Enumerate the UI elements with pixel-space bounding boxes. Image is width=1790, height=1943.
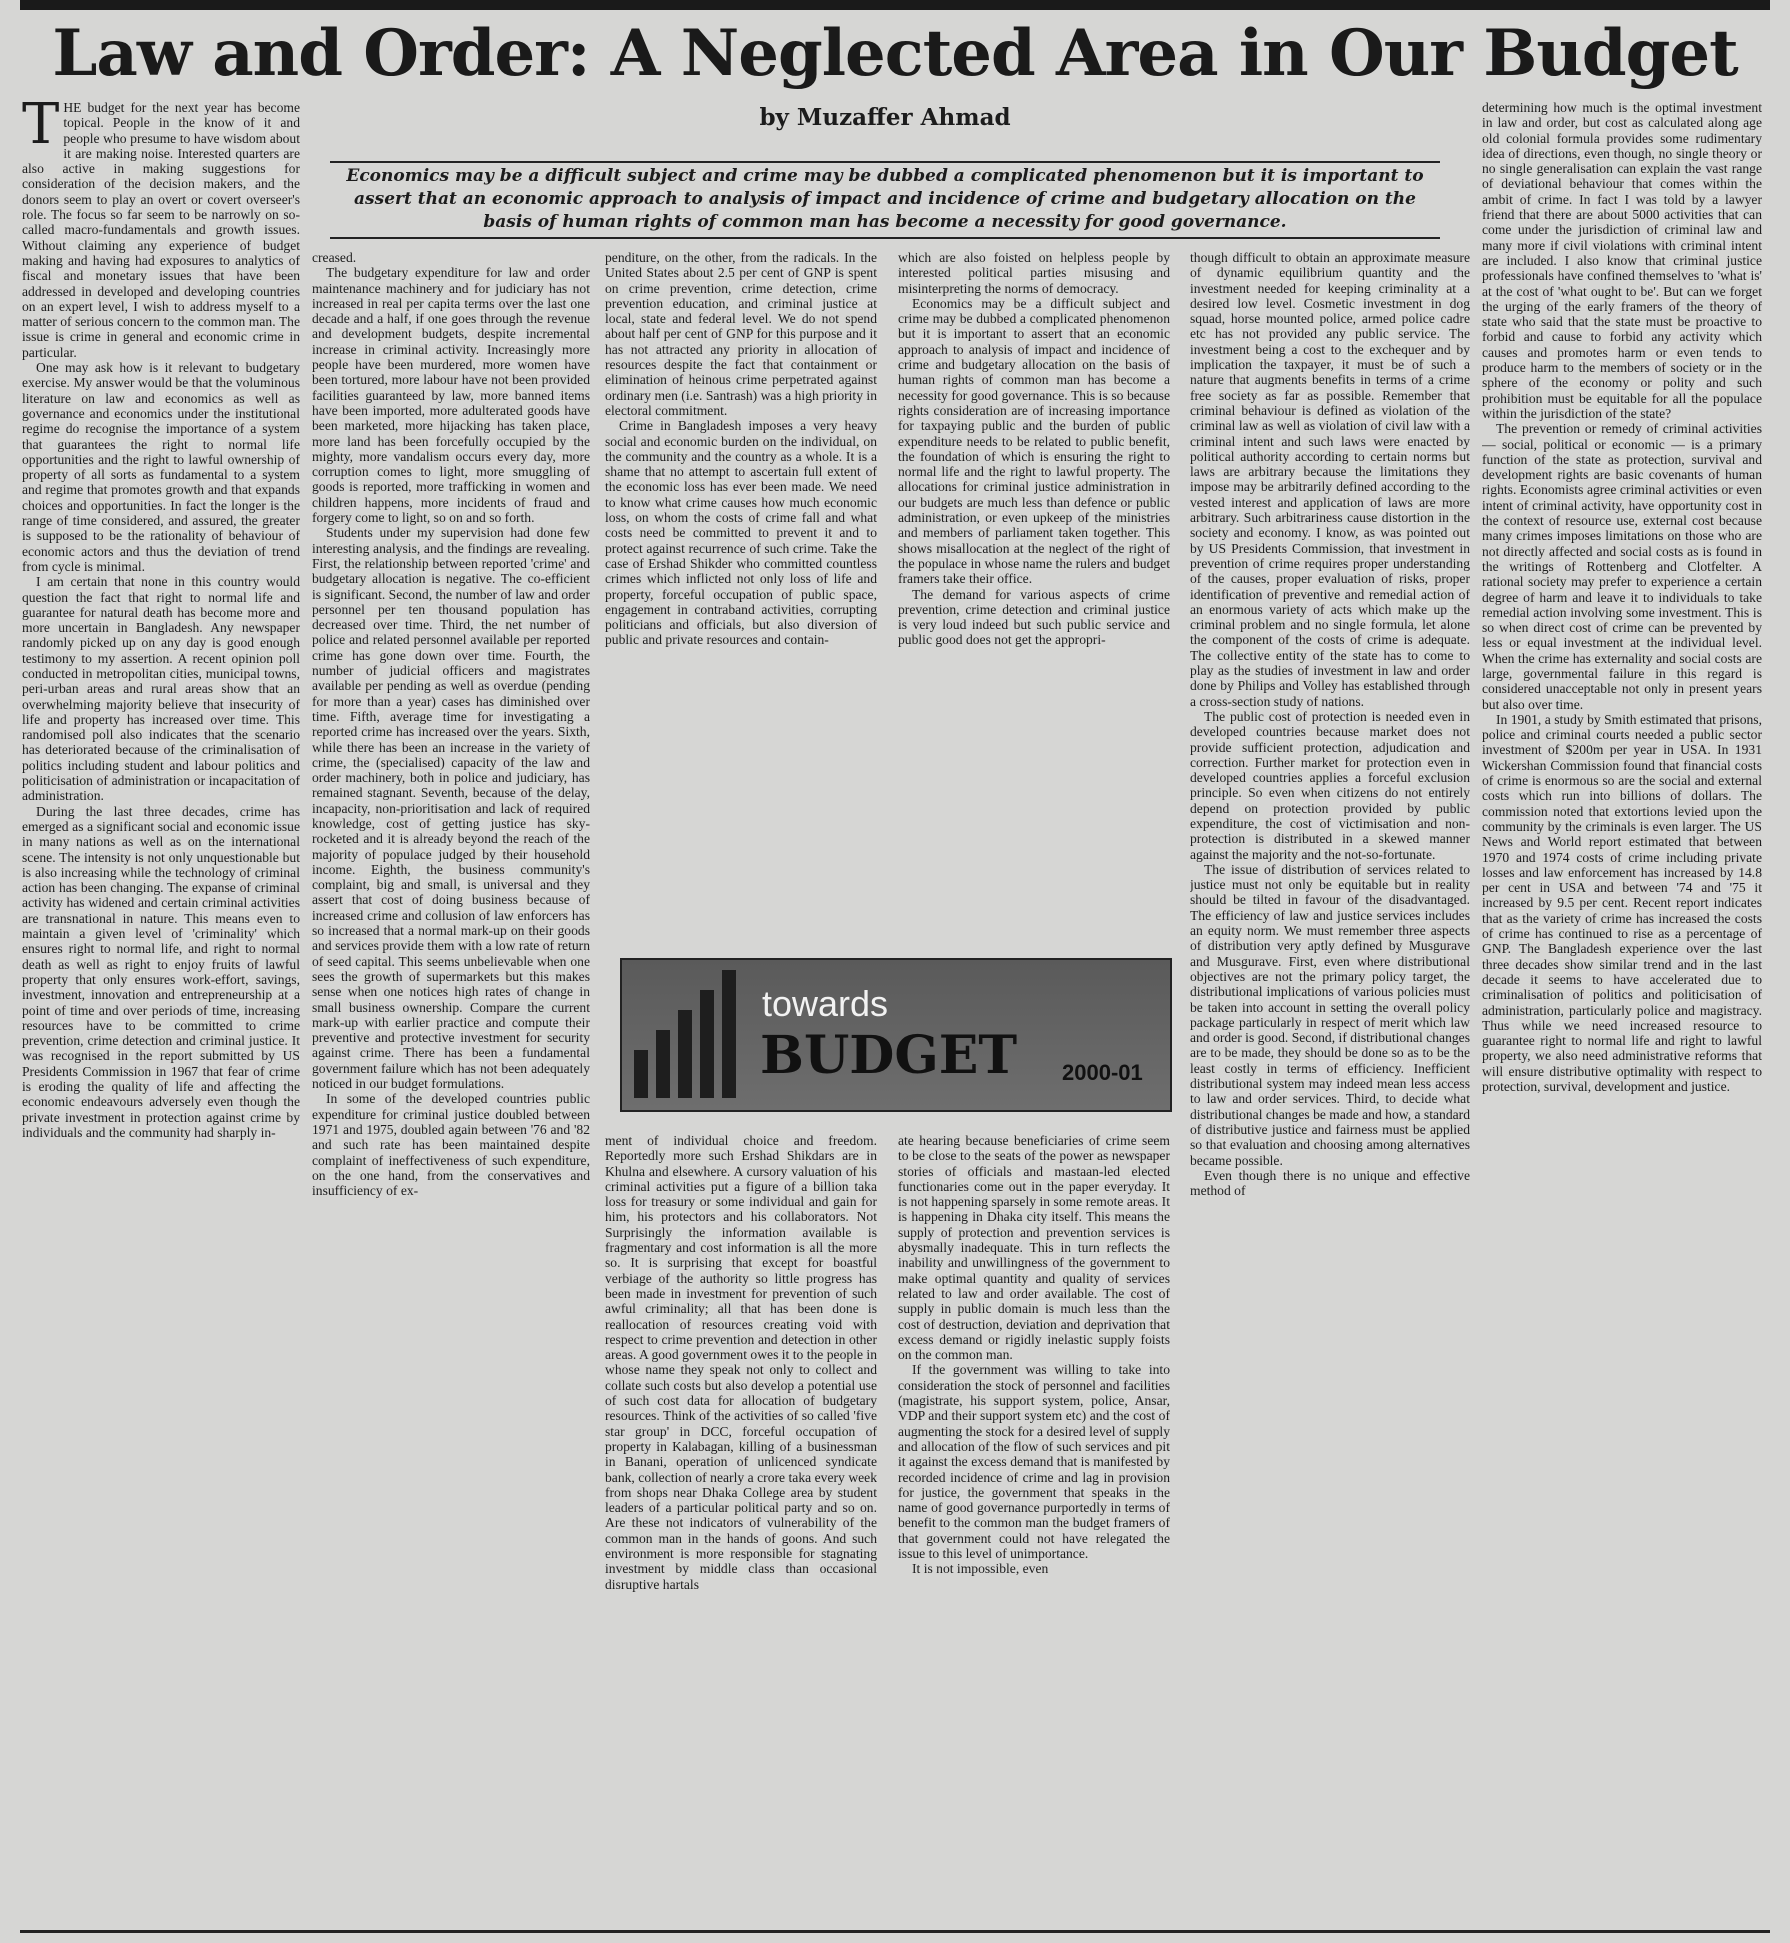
paragraph: Students under my supervision had done few interesting analysis, and the findings are revealing. First, the relationship between reported 'crime' and budgetary allocation is negative. The co-efficient is significant. Second, the number of law and order personnel per ten thousand population has decreased over time. Third, the net number of police and related personnel available per reported crime has gone down over time. Fourth, the number of judicial officers and magistrates available per pending as well as overdue (pending for more than a year) cases has diminished over time. Fifth, average time for investigating a reported crime has increased over the years. Sixth, while there has been an increase in the variety of crime, the (specialised) capacity of the law and order machinery, both in police and judiciary, has remained stagnant. Seventh, because of the delay, incapacity, non-prioritisation and lack of required knowledge, cost of getting justice has sky-rocketed and it is already beyond the reach of the majority of populace judged by their household income. Eighth, the business community's complaint, big and small, is universal and they assert that cost of doing business because of increased crime and collusion of law enforcers has so increased that a normal mark-up on their goods and services provide them with a low rate of return of seed capital. This seems unbelievable when one sees the growth of supermarkets but this makes sense when one notices high rates of change in small business ownership. Compare the current mark-up with earlier practice and compute their preventive and protective investment for security against crime. There has been a fundamental government failure which has not been adequately noticed in our budget formulations. xyxy=(312,525,590,1092)
paragraph: creased. xyxy=(312,250,357,265)
paragraph: Crime in Bangladesh imposes a very heavy social and economic burden on the individual, on the community and the country as a whole. It is a shame that no attempt to ascertain full extent of the economic loss has ever been made. We need to know what crime causes how much economic loss, on whom the costs of crime fall and what costs need be committed to prevent it and to protect against recurrence of such crime. Take the case of Ershad Shikder who committed countless crimes which inflicted not only loss of life and property, forceful occupation of public space, engagement in contraband activities, corrupting politicians and officials, but also diversion of public and private resources and contain- xyxy=(605,418,877,648)
column-4-bottom xyxy=(898,1133,1170,1930)
column-6 xyxy=(1482,100,1762,1930)
paragraph: penditure, on the other, from the radicals. In the United States about 2.5 per cent of GNP is spent on crime prevention, crime detection, crime prevention education, and criminal justice at local, state and federal level. We do not spend about half per cent of GNP for this purpose and it has not attracted any priority in allocation of resources despite the fact that containment or elimination of heinous crime perpetrated against ordinary men (i.e. Santrash) was a high priority in electoral commitment. xyxy=(605,250,877,418)
deck: Economics may be a difficult subject and crime may be dubbed a complicated phenomenon but it is important to assert that an economic approach to analysis of impact and incidence of crime and budgetary allocation on the basis of human rights of common man has become a necessity for good governance. xyxy=(330,161,1440,239)
paragraph: In some of the developed countries public expenditure for criminal justice doubled between 1971 and 1975, doubled again between '76 and '82 and such rate has been maintained despite complaint of ineffectiveness of such expenditure, on the one hand, from the conservatives and insufficiency of ex- xyxy=(312,1091,590,1199)
column-3-top xyxy=(605,250,877,940)
paragraph: During the last three decades, crime has emerged as a significant social and economic issue in many nations as well as on the international scene. The intensity is not only unquestionable but is also increasing while the technology of criminal action has been changing. The expanse of criminal activity has widened and certain criminal activities are transnational in nature. This means even to maintain a given level of 'criminality' which ensures right to normal life, and right to normal death as well as right to enjoy fruits of lawful property that only ensures work-effort, savings, investment, innovation and entrepreneurship at a point of time and over periods of time, increasing resources have to be committed to crime prevention, crime detection and criminal justice. It was recognised in the report submitted by US Presidents Commission in 1967 that fear of crime is eroding the quality of life and affecting the economic endeavours adversely even though the private investment in protection against crime by individuals and the community had sharply in- xyxy=(22,803,300,1140)
column-4-top xyxy=(898,250,1170,940)
bar-chart-logo-icon xyxy=(630,968,740,1098)
paragraph: determining how much is the optimal investment in law and order, but cost as calculated along age old colonial formula provides some rudimentary idea of directions, even though, no single theory or no single generalisation can explain the vast range of deviational behaviour that comes within the ambit of crime. In fact I was told by a lawyer friend that there are about 5000 activities that can come under the jurisdiction of criminal law and many more if civil violations with criminal intent are included. I also know that criminal justice professionals have confined themselves to 'what is' at the cost of 'what ought to be'. But can we forget the urging of the early framers of the theory of state who said that the state must be proactive to forbid and cause to forbid any activity which causes and promotes harm or even tends to produce harm to the members of society or in the sphere of the economy or polity and such prohibition must be equitable for all the populace within the jurisdiction of the state? xyxy=(1482,100,1762,421)
bottom-rule xyxy=(20,1930,1770,1933)
paragraph: The budgetary expenditure for law and order maintenance machinery and for judiciary has not increased in real per capita terms over the last one decade and a half, if one goes through the revenue and development budgets, despite incremental increase in criminal activity. Increasingly more people have been murdered, more women have been tortured, more labour have not been provided facilities guaranteed by law, more banned items have been imported, more adulterated goods have been marketed, more hijacking has taken place, more land has been forcefully occupied by the mighty, more vandalism occurs every day, more corruption comes to light, more smuggling of goods is reported, more trafficking in women and children happens, more incidents of fraud and forgery come to light, so on and so forth. xyxy=(312,265,590,526)
paragraph: The demand for various aspects of crime prevention, crime detection and criminal justice is very loud indeed but such public service and public good does not get the appropri- xyxy=(898,586,1170,648)
paragraph: The prevention or remedy of criminal activities — social, political or economic — is a primary function of the state as protection, survival and development rights are basic covenants of human rights. Economists agree criminal activities or even intent of criminal activity, have opportunity cost in the context of resource use, external cost because many crimes imposes limitations on those who are not directly affected and social costs as is found in the writings of Rottenberg and Clotfelter. A rational society may prefer to experience a certain degree of harm and leave it to individuals to take remedial action involving some investment. This is so when direct cost of crime can be prevented by less or equal investment at the individual level. When the crime has externality and social costs are large, governmental failure in this regard is considered unacceptable not only in present years but also over time. xyxy=(1482,421,1762,712)
paragraph: The public cost of protection is needed even in developed countries because market does not provide sufficient protection, adjudication and correction. Further market for protection even in developed countries applies a forceful exclusion principle. So even when citizens do not entirely depend on protection provided by public expenditure, the cost of victimisation and non-protection is distributed in a skewed manner against the majority and the not-so-fortunate. xyxy=(1190,708,1470,862)
paragraph: Economics may be a difficult subject and crime may be dubbed a complicated phenomenon but it is important to assert that an economic approach to analysis of impact and incidence of crime and budgetary allocation on the basis of human rights of common man has become a necessity for good governance. This is so because rights consideration are of increasing importance for taxpaying public and the burden of public expenditure needs to be related to public benefit, the foundation of which is ensuring the right to normal life and the right to lawful property. The allocations for criminal justice administration in our budgets are much less than defence or public administration, or even upkeep of the ministries and members of parliament taken together. This shows misallocation at the neglect of the right of the populace in whose name the rulers and budget framers take their office. xyxy=(898,295,1170,587)
towards-budget-banner xyxy=(620,958,1172,1112)
paragraph: In 1901, a study by Smith estimated that prisons, police and criminal courts needed a public sector investment of $200m per year in USA. In 1931 Wickershan Commission found that financial costs of crime is enormous so are the social and external costs which run into billions of dollars. The commission noted that extortions levied upon the community by the criminals is even larger. The US News and World report estimated that between 1970 and 1974 costs of crime including private losses and law enforcement has increased by 14.8 per cent in USA and between '74 and '75 it increased by 9.5 per cent. Recent report indicates that as the variety of crime has increased the costs of crime has continued to rise as a percentage of GNP. The Bangladesh experience over the last three decades show similar trend and in the last decade it seems to have accelerated due to criminalisation of politics and politicisation of administration, particularly police and magistracy. Thus while we need increased resource to guarantee right to normal life and right to lawful property, we also need administrative reforms that will ensure distributive optimality with respect to protection, survival, development and justice. xyxy=(1482,711,1762,1094)
banner-year: 2000-01 xyxy=(1062,1060,1143,1085)
headline: Law and Order: A Neglected Area in Our Budget xyxy=(52,16,1738,91)
drop-cap: T xyxy=(22,100,60,157)
banner-budget: BUDGET xyxy=(760,1025,1018,1086)
paragraph: One may ask how is it relevant to budgetary exercise. My answer would be that the voluminous literature on law and economics as well as governance and economics under the institutional regime do recognise the importance of a system that guarantees the right to normal life opportunities and the right to lawful ownership of property of all sorts as fundamental to a system and regime that promotes growth and that expands choices and opportunities. In fact the longer is the range of time considered, and assured, the greater is supposed to be the rationality of behaviour of economic actors and thus the deviation of trend from cycle is minimal. xyxy=(22,360,300,574)
paragraph: The issue of distribution of services related to justice must not only be equitable but in reality should be tilted in favour of the disadvantaged. The efficiency of law and justice services includes an equity norm. We must remember three aspects of distribution very aptly defined by Musgurave and Musgurave. First, even where distributional objectives are not the primary policy target, the distributional implications of various policies must be taken into account in setting the overall policy package particularly in respect of merit which law and order is good. Second, if distributional changes are to be made, they should be done so as to be the least costly in terms of efficiency. Inefficient distributional system may indeed mean less access to law and order services. Third, to decide what distributional changes be made and how, a standard of distributive justice and fairness must be applied so that evaluation and choosing among alternatives became possible. xyxy=(1190,861,1470,1168)
paragraph: I am certain that none in this country would question the fact that right to normal life and guarantee for natural death has become more and more uncertain in Bangladesh. Any newspaper randomly picked up on any day is good enough testimony to my assertion. A recent opinion poll conducted in metropolitan cities, municipal towns, peri-urban areas and rural areas show that an overwhelming majority believe that insecurity of life and property has increased over time. This randomised poll also indicates that the scenario has deteriorated because of the criminalisation of politics including student and labour politics and politicisation of administration or incapacitation of administration. xyxy=(22,574,300,804)
column-3-bottom xyxy=(605,1133,877,1930)
banner-towards: towards xyxy=(762,983,889,1024)
paragraph: though difficult to obtain an approximate measure of dynamic equilibrium quantity and the investment needed for keeping criminality at a desired low level. Cosmetic investment in dog squad, horse mounted police, armed police cadre etc has not provided any public service. The investment being a cost to the exchequer and by implication the taxpayer, it must be of such a nature that augments benefits in terms of a crime free society as far as possible. Remember that criminal behaviour is defined as violation of the criminal law as well as violation of civil law with a criminal intent and such laws were enacted by political authority according to certain norms but laws are arbitrary because the limitations they impose may be arbitrarily defined according to the vested interest and application of laws are more arbitrary. Such arbitrariness cause distortion in the society and economy. I know, as was pointed out by US Presidents Commission, that investment in prevention of crime requires proper understanding of the causes, proper evaluation of risks, proper identification of preventive and remedial action of an enormous variety of acts which make up the criminal problem and no single formula, let alone the component of the costs of crime is adequate. The collective entity of the state has to come to play as the studies of investment in law and order done by Philips and Volley has established through a cross-section study of nations. xyxy=(1190,250,1470,709)
paragraph: HE budget for the next year has become topical. People in the know of it and people who presume to have wisdom about it are making noise. Interested quarters are also active in making suggestions for consideration of the decision makers, and the donors seem to play an overt or covert overseer's role. The focus so far seem to be narrowly on so-called macro-fundamentals and growth issues. Without claiming any experience of budget making and having had exposures to analytics of fiscal and monetary issues that have been addressed in developed and developing countries on an expert level, I wish to address myself to a matter of serious concern to the common man. The issue is crime in general and economic crime in particular. xyxy=(22,100,300,360)
paragraph: which are also foisted on helpless people by interested political parties misusing and misinterpreting the norms of democracy. xyxy=(898,250,1170,296)
paragraph: ate hearing because beneficiaries of crime seem to be close to the seats of the power as newspaper stories of officials and mastaan-led elected functionaries come out in the paper everyday. It is not happening sparsely in some remote areas. It is happening in Dhaka city itself. This means the supply of protection and prevention services is abysmally inadequate. This in turn reflects the inability and unwillingness of the government to make optimal quantity and quality of services related to law and order available. The cost of supply in public domain is much less than the cost of destruction, deviation and deprivation that excess demand or rigidly inelastic supply foists on the common man. xyxy=(898,1133,1170,1363)
top-rule xyxy=(20,0,1770,10)
byline: by Muzaffer Ahmad xyxy=(759,104,1011,131)
paragraph: It is not impossible, even xyxy=(912,1561,1049,1577)
paragraph: Even though there is no unique and effective method of xyxy=(1190,1167,1470,1199)
paragraph: If the government was willing to take into consideration the stock of personnel and facilities (magistrate, his support system, police, Ansar, VDP and their support system etc) and the cost of augmenting the stock for a desired level of supply and allocation of the flow of such services and pit it against the excess demand that is manifested by recorded incidence of crime and lag in provision for justice, the government that speaks in the name of good governance purportedly in terms of benefit to the common man the budget framers of that government could not have relegated the issue to this level of unimportance. xyxy=(898,1362,1170,1562)
column-1 xyxy=(22,100,300,1930)
paragraph: ment of individual choice and freedom. Reportedly more such Ershad Shikdars are in Khulna and elsewhere. A cursory valuation of his criminal activities put a figure of a billion taka loss for treasury or some individual and gain for him, his protectors and his collaborators. Not Surprisingly the information available is fragmentary and cost information is all the more so. It is surprising that except for boastful verbiage of the authority so little progress has been made in investment for prevention of such awful criminality; all that has been done is reallocation of resources creating void with respect to crime prevention and detection in other areas. A good government owes it to the people in whose name they speak not only to collect and collate such costs but also develop a potential use of such cost data for allocation of budgetary resources. Think of the activities of so called 'five star group' in DCC, forceful occupation of property in Kalabagan, killing of a businessman in Banani, operation of unlicenced syndicate bank, collection of nearly a crore taka every week from shops near Dhaka College area by student leaders of a particular political party and so on. Are these not indicators of vulnerability of the common man in the hands of goons. And such environment is more responsible for stagnating investment by middle class than occasional disruptive hartals xyxy=(605,1133,877,1592)
column-5 xyxy=(1190,250,1470,1930)
column-2 xyxy=(312,250,590,1930)
